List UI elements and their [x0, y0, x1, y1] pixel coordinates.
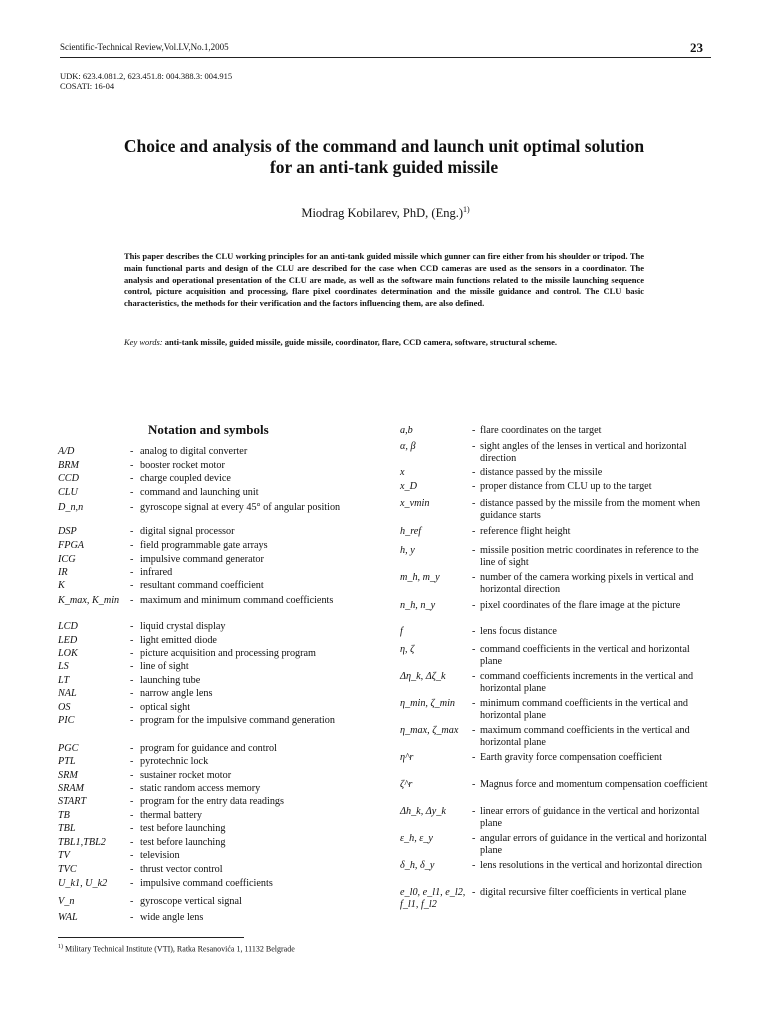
- journal-header: Scientific-Technical Review,Vol.LV,No.1,2005: [60, 42, 229, 52]
- footnote: [58, 944, 295, 954]
- notation-symbol: PTL: [58, 756, 76, 767]
- notation-description: gyroscope signal at every 45° of angular position: [140, 502, 341, 513]
- notation-symbol: ICG: [58, 554, 76, 565]
- notation-description: pixel coordinates of the flare image at the picture: [480, 600, 681, 611]
- notation-description: sustainer rocket motor: [140, 770, 232, 781]
- footnote-text: Military Technical Institute (VTI), Ratka Resanovića 1, 11132 Belgrade: [65, 944, 295, 954]
- notation-description: maximum and minimum command coefficients: [140, 595, 334, 606]
- footnote-divider: [58, 937, 244, 938]
- notation-symbol: LS: [58, 661, 69, 672]
- notation-description: pyrotechnic lock: [140, 756, 209, 767]
- notation-symbol: A/D: [58, 446, 75, 457]
- notation-heading: Notation and symbols: [148, 422, 269, 437]
- notation-symbol: OS: [58, 702, 71, 713]
- notation-symbol: TBL: [58, 823, 76, 834]
- notation-description: proper distance from CLU up to the target: [480, 481, 652, 492]
- notation-description: distance passed by the missile: [480, 467, 603, 478]
- notation-symbol: PGC: [58, 743, 79, 754]
- notation-description: static random access memory: [140, 783, 261, 794]
- notation-symbol: Δη_k, Δζ_k: [400, 671, 446, 682]
- notation-description: Magnus force and momentum compensation coefficient: [480, 779, 708, 790]
- keywords-label: Key words:: [124, 337, 163, 347]
- notation-symbol: a,b: [400, 425, 413, 436]
- paper-title: [40, 136, 728, 178]
- notation-description: program for the entry data readings: [140, 796, 284, 807]
- notation-description: launching tube: [140, 675, 201, 686]
- notation-description: light emitted diode: [140, 635, 217, 646]
- notation-symbol: α, β: [400, 441, 416, 452]
- notation-symbol: BRM: [58, 460, 79, 471]
- notation-description: digital signal processor: [140, 526, 235, 537]
- notation-description: test before launching: [140, 837, 226, 848]
- notation-description: program for guidance and control: [140, 743, 277, 754]
- notation-symbol: K: [58, 580, 65, 591]
- notation-description: analog to digital converter: [140, 446, 248, 457]
- notation-description: maximum command coefficients in the vertical and horizontal plane: [480, 725, 690, 749]
- notation-description: resultant command coefficient: [140, 580, 264, 591]
- notation-description: wide angle lens: [140, 912, 204, 923]
- notation-description: command and launching unit: [140, 487, 259, 498]
- notation-description: picture acquisition and processing program: [140, 648, 316, 659]
- notation-description: optical sight: [140, 702, 191, 713]
- notation-description: liquid crystal display: [140, 621, 226, 632]
- notation-symbol: PIC: [58, 715, 75, 726]
- notation-symbol: U_k1, U_k2: [58, 878, 108, 889]
- notation-symbol: SRM: [58, 770, 78, 781]
- notation-symbol: TBL1,TBL2: [58, 837, 106, 848]
- notation-symbol: η^r: [400, 752, 414, 763]
- notation-symbol: x_D: [400, 481, 417, 492]
- notation-description: lens focus distance: [480, 626, 557, 637]
- notation-symbol: SRAM: [58, 783, 85, 794]
- notation-symbol: LT: [58, 675, 70, 686]
- notation-description: number of the camera working pixels in vertical and horizontal direction: [480, 572, 694, 596]
- notation-symbol: WAL: [58, 912, 78, 923]
- notation-description: linear errors of guidance in the vertical and horizontal plane: [480, 806, 700, 830]
- notation-symbol: V_n: [58, 896, 75, 907]
- notation-symbol: FPGA: [58, 540, 85, 551]
- notation-symbol: TV: [58, 850, 70, 861]
- author-line: [60, 205, 711, 221]
- notation-symbol: η_min, ζ_min: [400, 698, 456, 709]
- notation-symbol: f: [400, 626, 403, 637]
- keywords: [124, 337, 644, 349]
- author-footnote-mark: 1): [463, 205, 470, 214]
- notation-description: distance passed by the missile from the moment when guidance starts: [480, 498, 701, 522]
- notation-description: flare coordinates on the target: [480, 425, 602, 436]
- notation-description: program for the impulsive command generation: [140, 715, 335, 726]
- notation-description: test before launching: [140, 823, 226, 834]
- page-number: 23: [690, 40, 703, 55]
- notation-symbol: LCD: [58, 621, 78, 632]
- notation-description: narrow angle lens: [140, 688, 213, 699]
- abstract: This paper describes the CLU working principles for an anti-tank guided missile which gunner can fire either from his shoulder or tripod. The main functional parts and design of the CLU are described for the case when CCD cameras are used as the sensors in a coordinator. The analysis and operational presentation of the CLU are made, as well as the software main functions related to the missile launching sequence control, picture acquisition and processing, flare pixel coordinates determination and the missile guidance and control. The CLU basic characteristics, the methods for their verification and the factors influencing them, are also defined.: [124, 251, 644, 309]
- notation-symbol: e_l0, e_l1, e_l2, f_l1, f_l2: [400, 887, 466, 911]
- notation-description: impulsive command generator: [140, 554, 264, 565]
- cosati-code: COSATI: 16-04: [60, 81, 115, 91]
- notation-description: lens resolutions in the vertical and horizontal direction: [480, 860, 703, 871]
- notation-symbol: LED: [58, 635, 78, 646]
- notation-symbol: ζ^r: [400, 779, 413, 790]
- notation-symbol: δ_h, δ_y: [400, 860, 435, 871]
- notation-symbol: TB: [58, 810, 70, 821]
- notation-description: charge coupled device: [140, 473, 231, 484]
- notation-symbol: Δh_k, Δy_k: [400, 806, 446, 817]
- notation-symbol: LOK: [58, 648, 78, 659]
- title-line-2: for an anti-tank guided missile: [269, 157, 499, 177]
- notation-description: line of sight: [140, 661, 189, 672]
- notation-description: gyroscope vertical signal: [140, 896, 242, 907]
- notation-symbol: CLU: [58, 487, 78, 498]
- notation-symbol: η_max, ζ_max: [400, 725, 459, 736]
- notation-symbol: TVC: [58, 864, 77, 875]
- author-name: Miodrag Kobilarev, PhD, (Eng.): [301, 206, 463, 221]
- notation-symbol: h_ref: [400, 526, 422, 537]
- notation-symbol: IR: [58, 567, 68, 578]
- notation-description: angular errors of guidance in the vertical and horizontal plane: [480, 833, 707, 857]
- notation-description: minimum command coefficients in the vertical and horizontal plane: [480, 698, 689, 722]
- notation-symbol: η, ζ: [400, 644, 415, 655]
- notation-symbol: h, y: [400, 545, 415, 556]
- keywords-text: anti-tank missile, guided missile, guide missile, coordinator, flare, CCD camera, software, structural scheme.: [164, 337, 557, 347]
- classification-codes: [60, 71, 232, 91]
- notation-symbol: x: [400, 467, 405, 478]
- notation-description: reference flight height: [480, 526, 571, 537]
- notation-symbol: m_h, m_y: [400, 572, 440, 583]
- notation-symbol: K_max, K_min: [58, 595, 120, 606]
- notation-description: missile position metric coordinates in reference to the line of sight: [480, 545, 699, 569]
- notation-description: command coefficients in the vertical and horizontal plane: [480, 644, 690, 668]
- notation-description: thrust vector control: [140, 864, 223, 875]
- notation-description: sight angles of the lenses in vertical and horizontal direction: [480, 441, 687, 465]
- notation-symbol: CCD: [58, 473, 79, 484]
- footnote-mark: 1): [58, 944, 63, 950]
- notation-symbol: DSP: [58, 526, 77, 537]
- notation-symbol: x_vmin: [400, 498, 430, 509]
- notation-description: command coefficients increments in the vertical and horizontal plane: [480, 671, 694, 695]
- notation-symbol: D_n,n: [58, 502, 84, 513]
- notation-symbol: NAL: [58, 688, 77, 699]
- notation-description: thermal battery: [140, 810, 202, 821]
- notation-description: infrared: [140, 567, 173, 578]
- title-line-1: Choice and analysis of the command and launch unit optimal solution: [123, 136, 645, 156]
- notation-description: booster rocket motor: [140, 460, 225, 471]
- notation-description: Earth gravity force compensation coefficient: [480, 752, 662, 763]
- udk-code: UDK: 623.4.081.2, 623.451.8: 004.388.3: 004.915: [60, 71, 233, 81]
- notation-symbol: n_h, n_y: [400, 600, 436, 611]
- notation-symbol: ε_h, ε_y: [400, 833, 433, 844]
- notation-description: impulsive command coefficients: [140, 878, 273, 889]
- header-divider: [60, 57, 711, 58]
- notation-description: digital recursive filter coefficients in vertical plane: [480, 887, 687, 898]
- notation-description: field programmable gate arrays: [140, 540, 268, 551]
- notation-symbol: START: [58, 796, 87, 807]
- notation-description: television: [140, 850, 180, 861]
